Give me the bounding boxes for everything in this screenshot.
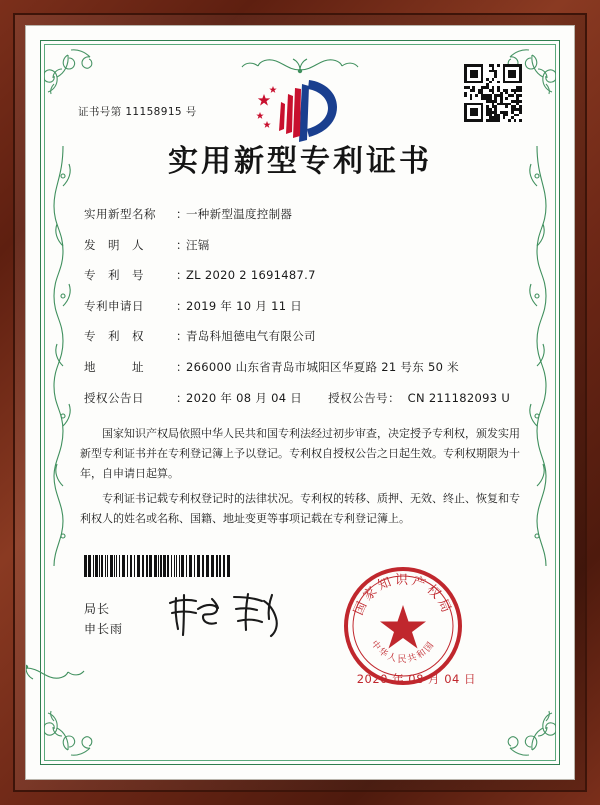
field-subvalue: CN 211182093 U [407, 390, 511, 405]
legal-paragraph-2: 专利证书记载专利权登记时的法律状况。专利权的转移、质押、无效、终止、恢复和专利权人的姓名或名称、国籍、地址变更等事项记载在专利登记簿上。 [80, 491, 520, 526]
field-row-inventor [84, 237, 522, 253]
svg-text:中华人民共和国: 中华人民共和国 [368, 639, 438, 665]
field-row-patent-number [84, 267, 522, 283]
signature-block [84, 599, 123, 640]
field-colon: ： [176, 237, 188, 252]
field-value: 汪镉 [186, 237, 210, 252]
field-sublabel: 授权公告号 [328, 390, 389, 405]
field-label: 实用新型名称 [84, 207, 156, 221]
field-subcolon: ： [388, 390, 400, 405]
field-list [78, 206, 522, 406]
field-row-grant-announcement [84, 390, 522, 406]
side-vine-icon [50, 146, 76, 566]
field-label: 地 址 [84, 359, 144, 374]
barcode [84, 555, 232, 577]
field-colon: ： [176, 268, 188, 283]
field-colon: ： [176, 359, 188, 374]
legal-text [78, 424, 522, 530]
director-name-label: 申长雨 [84, 622, 124, 637]
director-title-label: 局长 [84, 602, 111, 616]
field-colon: ： [176, 207, 188, 221]
field-label: 专 利 号 [84, 268, 144, 283]
qr-code [464, 64, 522, 122]
seal-date: 2020 年 08 月 04 日 [356, 672, 476, 686]
field-colon: ： [176, 390, 188, 405]
official-seal [342, 565, 464, 687]
legal-paragraph-1: 国家知识产权局依照中华人民共和国专利法经过初步审查，决定授予专利权，颁发实用新型专利证书并在专利登记簿上予以登记。专利权自授权公告之日起生效。专利权期限为十年，自申请日起算。 [80, 426, 520, 481]
svg-text:国家知识产权局: 国家知识产权局 [351, 573, 455, 618]
signature-area [78, 555, 522, 715]
field-label: 专利申请日 [84, 298, 144, 313]
field-label: 授权公告日 [84, 390, 144, 405]
field-colon: ： [176, 298, 188, 313]
certificate-serial-number: 证书号第 11158915 号 [78, 106, 197, 118]
cnipa-logo-icon [254, 76, 346, 150]
field-value: 2020 年 08 月 04 日 [186, 390, 303, 405]
frame-bevel [13, 13, 587, 792]
field-row-invention-name [84, 206, 522, 222]
field-colon: ： [176, 329, 188, 344]
field-value: 青岛科旭德电气有限公司 [186, 329, 316, 344]
field-value: 2019 年 10 月 11 日 [186, 298, 303, 313]
field-row-application-date [84, 298, 522, 314]
field-row-address [84, 359, 522, 375]
page-title: 实用新型专利证书 [168, 144, 432, 179]
certificate-paper [25, 25, 575, 780]
field-value: ZL 2020 2 1691487.7 [186, 268, 316, 283]
certificate-content [78, 62, 522, 739]
field-label: 专 利 权 [84, 329, 144, 344]
field-row-patentee [84, 328, 522, 344]
side-vine-icon [524, 146, 550, 566]
handwritten-signature-icon [164, 589, 296, 641]
field-value: 266000 山东省青岛市城阳区华夏路 21 号东 50 米 [186, 359, 459, 374]
field-value: 一种新型温度控制器 [186, 207, 293, 221]
field-label: 发 明 人 [84, 237, 144, 252]
